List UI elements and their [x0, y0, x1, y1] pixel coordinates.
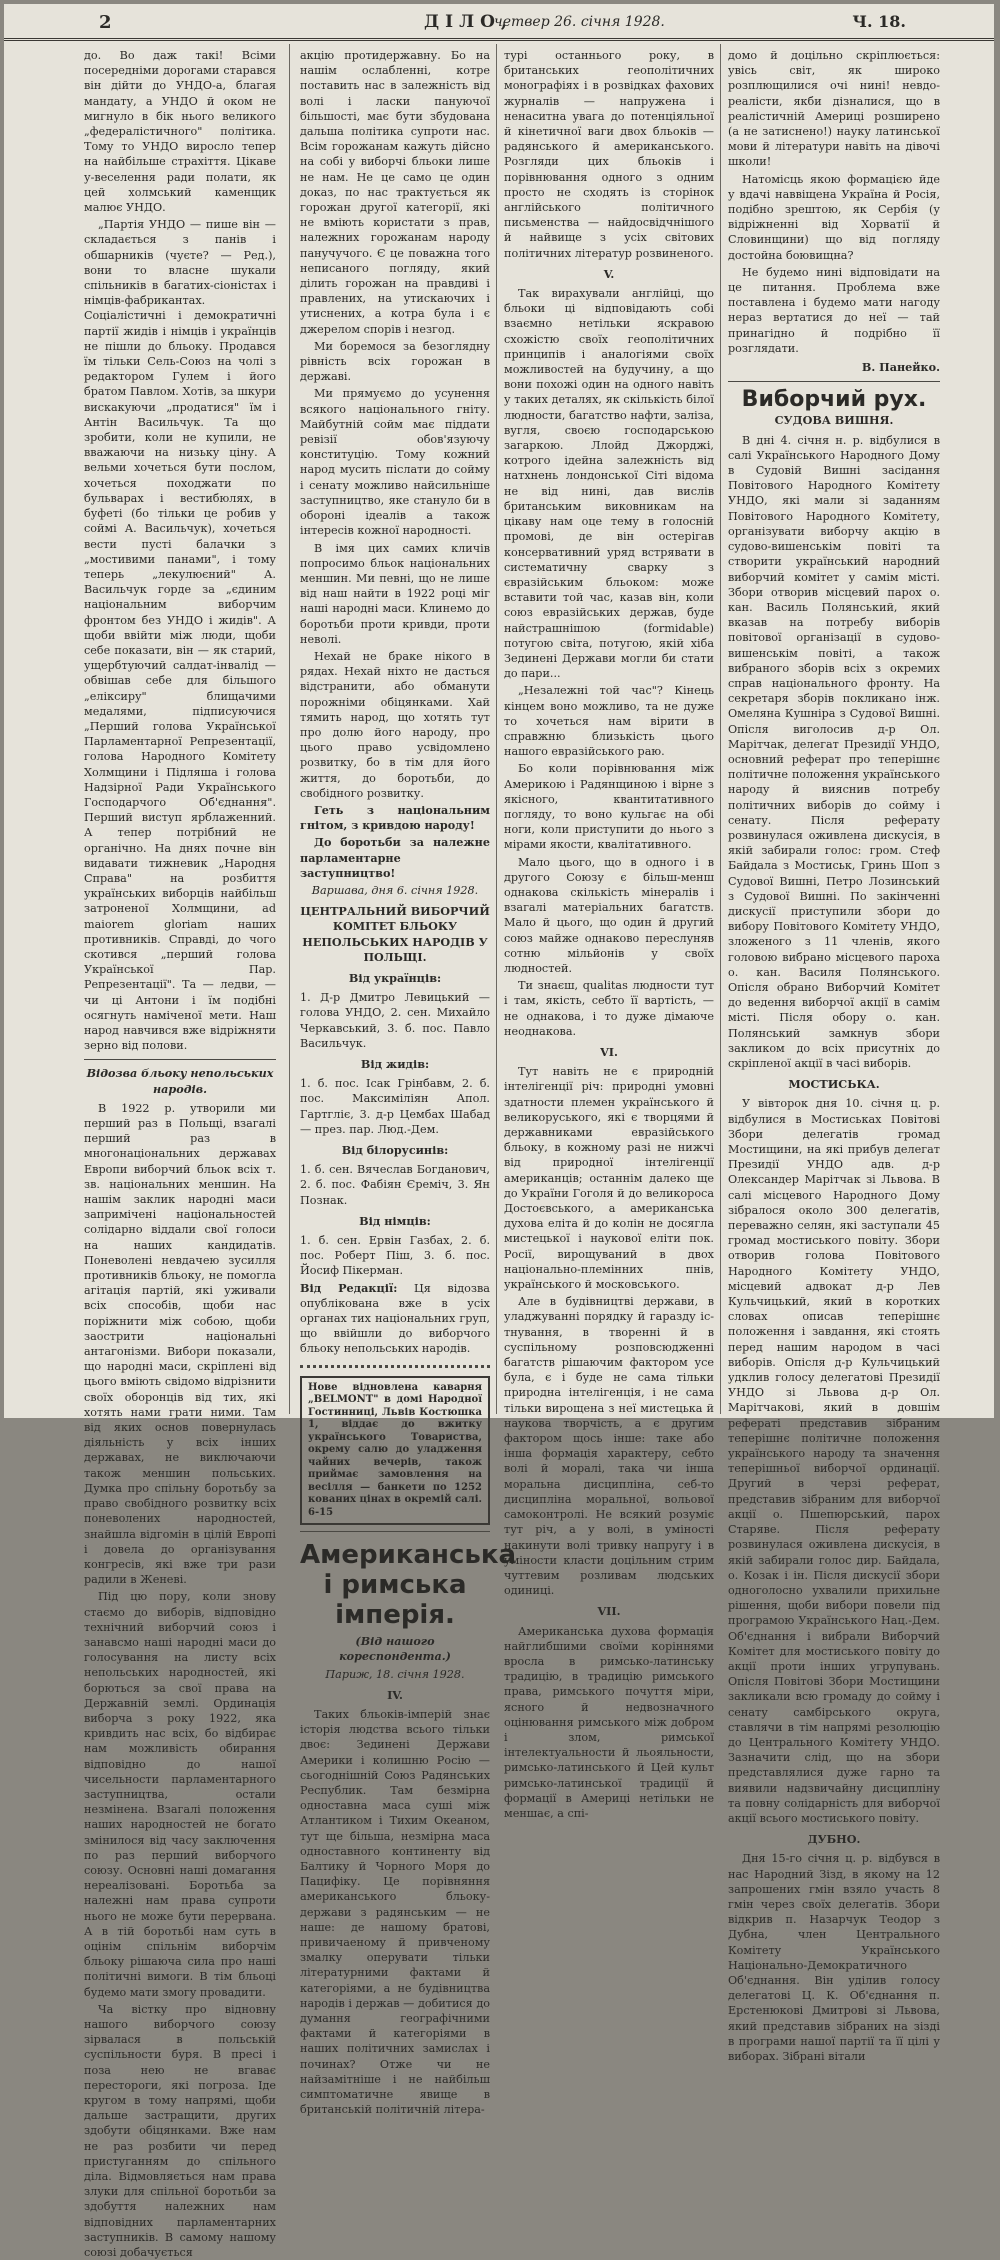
article-paragraph: Ча вістку про відновну нашого виборчого союзу зірвалася в польській суспільности буря. В пресі і поза нею не вгаває перестороги, які погроза. Іде кругом в тому напрямі, щоби дальше застращити, других здобути обіцянками. Вже нам не раз розбити чи перед пристуганням до спільного діла. Відмовляється нам права злуки для спільної боротьби за здобуття належних нам відповідних парламентарних заступників. В самому нашому союзі добачується: [84, 2002, 276, 2260]
article-paragraph: Тут навіть не є природній інтелігенції річ: природні умовні здатности племен українського й великоруського, які є творцями й державниками евразійського бльоку, в кожному разі не нижчі від природної інтелігенції американців; останнім далеко ще до України Гоголя й до великороса Достоєвського, а американська духова еліта й до колін не досягла мистецької і наукової еліти пок. Росії, вирощуваний в двох національно-племінних пнів, українського й московського.: [504, 1065, 714, 1292]
committee-name: ЦЕНТРАЛЬНИЙ ВИБОРЧИЙ КОМІТЕТ БЛЬОКУ НЕПОЛЬСЬКИХ НАРОДІВ У ПОЛЬЩІ.: [300, 904, 490, 964]
article-dateline: Париж, 18. січня 1928.: [325, 1667, 465, 1681]
editorial-note-label: Від Редакції:: [300, 1280, 398, 1295]
article-paragraph: Так вирахували англійці, що бльоки ці відповідають собі взаємно нетільки яскравою схожістю своїх геополітичних принципів і аналогіями своїх можливостей на будучину, а що вони похожі один на одного навіть у таких деталях, як скількість білої людности, багатство нафти, заліза, вугля, своєю господарською загаркою. Ллойд Джорджі, котрого ідейна залежність від натхнень лондонської Сіті відома не від нині, дав вислів британським виковникам на цікаву нам оце тему в голосній промові, де він остерігав консервативний уряд встрявати в систематичну сварку з євразійським бльоком: може вставити той час, казав він, коли союз евразійських держав, буде найстрашнішою (formidable) потугою світа, потугою, якій хіба Зединені Держави могли би стати до пари...: [504, 287, 714, 681]
column-divider: [496, 44, 497, 1414]
article-paragraph: В дні 4. січня н. р. відбулися в салі Українського Народного Дому в Судовій Вишні засідання Повітового Народного Комітету УНДО, які мали зі заданням Повітового Народного Комітету, організувати виборчу акцію в судово-вишенськім повіті та створити український народний виборчий комітет у самім місті. Збори отворив місцевий парох о. кан. Василь Полянський, який вказав на потребу виборів повітової організації в судово-вишенськім повіті, а також вибраного зборів всіх з окремих справ національного фронту. На секретаря зборів покликано інж. Омеляна Кушніра з Судової Вишні. Опісля виголосив д-р Ол. Марітчак, делегат Президії УНДО, основний реферат про теперішнє політичне положення українського народу й вияснив потребу політичних виборів до сойму і сенату. Після реферату розвинулася оживлена дискусія, в якій забирали голос: гром. Стеф Байдала з Мостиськ, Гринь Шоп з Судової Вишні, Петро Лозинський з Судової Вишні. По закінченні дискусії приступили збори до вибору Повітового Комітету УНДО, зложеного з 11 членів, якого головою вибрано місцевого пароха о. кан. Василя Полянського. Опісля обрано Виборчий Комітет до ведення виборчої акції в самім місті. Після обору о. кан. Полянський замкнув збори закликом до всіх присутніх до скріпленої акції в часі виборів.: [728, 433, 940, 1070]
section-number: V.: [603, 266, 615, 281]
signatory-list: 1. Д-р Дмитро Левицький — голова УНДО, 2. сен. Михайло Черкавський, 3. б. пос. Павло Васильчук.: [300, 991, 490, 1050]
section-number: VI.: [600, 1045, 618, 1059]
column-divider: [720, 44, 721, 1414]
article-paragraph: Американська духова формація найглибшими своїми коріннями вросла в римсько-латинську традицію, в традицію римського права, римського почуття міри, ясного й недвозначного оцінювання римського між добром і злом, римської інтелектуальности й льояльности, римсько-латинського й Цей культ римсько-латинської традиції й формації в Америці нетільки не меншає, а спі-: [504, 1624, 714, 1820]
article-paragraph: Дня 15-го січня ц. р. відбувся в нас Народний Зізд, в якому на 12 запрошених гмін взяло участь 8 гмін через своїх делегатів. Збори відкрив п. Назарчук Теодор з Дубна, член Центрального Комітету Українського Національно-Демократичного Об'єднання. Він уділив голосу делегатові Ц. К. Об'єднання п. Ерстенюкові Дмитрові зі Львова, який представив зібраних на зізді в програми нашої партії та її цілі у виборах. Зібрані вітали: [728, 1852, 940, 2063]
article-paragraph: акцію протидержавну. Бо на нашім ослабленні, котре поставить нас в залежність від волі і ласки пануючої більшості, має бути збудована дальша політика супроти нас. Всім горожанам кажуть дійсно на собі у виборчі бльоки лише не нам. Не це само це один доказ, по нас трактується як горожан другої категорії, які не вміють користати з прав, належних горожанам народу панучучого. Є це поважна того неписаного погляду, який ділить горожан на правдиві і правлених, на утискаючих і утиснених, а котра була і є джерелом спорів і незгод.: [300, 49, 490, 336]
signatory-group-heading: Від німців:: [359, 1213, 431, 1228]
article-paragraph: Бо коли порівнювання між Америкою і Радянщиною і вірне з якісного, квантитативного погляду, то воно кульгає на обі ноги, коли приступити до нього з мірами якости, квалітативного.: [504, 762, 714, 852]
section-title: Виборчий рух.: [741, 387, 927, 413]
divider: [300, 1365, 490, 1368]
article-paragraph: турі останнього року, в британських геополітичних монографіях і в розвідках фахових журналів — напружена і ненаситна увага до потенціяльної й кінетичної ваги двох бльоків — радянського й американського. Розгляди цих бльоків і порівнювання одного з одним просто не сходять із сторінок англійського політичного письменства — найдосвідчнішого й найвище з усіх світових політичних літератур розвиненого.: [504, 49, 714, 260]
article-paragraph: Таких бльоків-імперій знає історія людства всього тільки двоє: Зединені Держави Америки і колишню Росію — сьогоднішній Союз Радянських Республик. Там безмірна одноставна маса суші між Атлантиком і Тихим Океаном, тут ще більша, незмірна маса одноставного континенту від Балтику й Чорного Моря до Пацифіку. Це порівняння американського бльоку-держави з радянським — не наше: де нашому братові, привичаеному й привченому змалку оперувати тільки літературними фактами й категоріями, а не будівництва народів і держав — добитися до думання географічними фактами й категоріями в наших політичних замислах і починах? Отже чи не найзамітніше і не найбільш симптоматичне явище в британській політичній літера-: [300, 1707, 490, 2117]
divider: [728, 381, 940, 382]
article-paragraph: Ми боремося за безоглядну рівність всіх горожан в державі.: [300, 339, 490, 384]
newspaper-page: [4, 4, 994, 2260]
article-title: Американська і римська імперія.: [300, 1540, 517, 1631]
article-paragraph: Мало цього, що в одного і в другого Союзу є більш-менш однакова скількість мінералів і взагалі матеріальних багатств. Мало й цього, що один й другий союз майже однаково переслуняв сотню мільйонів у своїх людностей.: [504, 855, 714, 975]
editorial-note: Ця відозва опублікована вже в усіх органах тих національних груп, що ввійшли до виборчого бльоку непольських народів.: [300, 1281, 490, 1356]
article-paragraph: до. Во даж такі! Всіми посередніми дорогами старався він дійти до УНДО-а, благая мандату, а УНДО й оком не мигнуло в бік нього великого „федералістичного" політика. Тому то УНДО виросло тепер на найбільше страхіття. Цікаве у-веселення ради полати, як цей холмський каменщик малює УНДО.: [84, 49, 276, 215]
divider: [84, 1059, 276, 1060]
column-divider: [289, 44, 290, 1414]
column-1: [84, 48, 276, 2260]
issue-number: Ч. 18.: [852, 12, 906, 31]
section-number: VII.: [597, 1604, 621, 1619]
page-header: [4, 4, 994, 41]
article-paragraph: Не будемо нині відповідати на це питання. Проблема вже поставлена і будемо мати нагоду нераз вертатися до неї — тай принагідно й подрібно її розглядати.: [728, 265, 940, 355]
signatory-group-heading: Від білорусинів:: [341, 1143, 449, 1158]
article-paragraph: Під цю пору, коли знову стаємо до виборів, відповідно технічний виборчий союз і занавсмо наші народні маси до голосування на листу всіх непольських народностей, які борються за свої права на Державній землі. Ординація виборча з року 1922, яка кривдить нас всіх, бо відбирає нам можливість обирання відповідно до нашої чисельности парламентарного заступництва, остали незмінена. Взагалі положення наших народностей не богато змінилося від часу заключення по раз перший виборчого союзу. Основні наші домагання нереалізовані. Боротьба за належні нам права супроти нього не може бути перервана. А в тій боротьбі нам суть в оцінім спільнім виборчім бльоку рішаюча сила про наші політичні вимоги. В тім бльоці будемо мати змогу провадити.: [84, 1590, 276, 1999]
article-paragraph: домо й доцільно скріплюється: увісь світ, як широко розплющилися очі нині! невдо-реалісти, якби дізналися, що в реалістичній Америці розширено (а не затиснено!) науку латинської мови й літератури навіть на дівочі школи!: [728, 49, 940, 169]
signatory-group-heading: Від жидів:: [360, 1057, 430, 1071]
article-paragraph: В імя цих самих кличів попросимо бльок національних меншин. Ми певні, що не лише від наш найти в 1922 році міг наші народні маси. Клинемо до боротьби проти кривди, проти неволі.: [300, 541, 490, 646]
signatory-list: 1. б. пос. Ісак Грінбавм, 2. б. пос. Максиміліян Апол. Гартгліє, 3. д-р Цембах Шабад — през. пар. Люд.-Дем.: [300, 1077, 490, 1136]
article-subtitle: (Від нашого кореспондента.): [339, 1634, 451, 1664]
signatory-list: 1. б. сен. Вячеслав Богданович, 2. б. пос. Фабіян Єреміч, 3. Ян Познак.: [300, 1163, 490, 1207]
page-number: 2: [99, 12, 112, 33]
slogan: До боротьби за належне парламентарне заступництво!: [300, 835, 490, 880]
report-heading: ДУБНО.: [807, 1832, 861, 1847]
column-4: [728, 48, 940, 2063]
signatory-list: 1. б. сен. Ервін Газбах, 2. б. пос. Роберт Піш, 3. б. пос. Йосиф Пікерман.: [300, 1234, 490, 1278]
column-2: [300, 48, 517, 2117]
section-number: IV.: [387, 1687, 403, 1702]
author-signature: В. Панейко.: [861, 360, 940, 375]
signatory-group-heading: Від українців:: [348, 970, 442, 985]
dateline: Варшава, дня 6. січня 1928.: [311, 883, 479, 897]
report-heading: МОСТИСЬКА.: [788, 1077, 880, 1092]
article-paragraph: Ти знаєш, qualitas людности тут і там, якість, себто її вартість, — не однакова, і то дуже дімаюче неоднакова.: [504, 979, 714, 1038]
article-paragraph: Натомісць якою формацією йде у вдачі наввіщена Україна й Росія, подібно зрештою, як Сербія (у відріжненні від Хорватії й Словинщини) що від погляду достойна боювищна?: [728, 172, 940, 262]
article-paragraph: Ми прямуємо до усунення всякого національного гніту. Майбутній сойм має піддати ревізії обов'язуючу конституцію. Тому кожний народ мусить післати до сойму і сенату можливо найсильніше заступництво, яке стануло би в обороні ідеалів а також інтересів кожної народності.: [300, 387, 490, 538]
issue-date: четвер 26. січня 1928.: [494, 14, 665, 30]
column-3: [504, 48, 714, 1820]
slogan: Геть з національним гнітом, з кривдою народу!: [300, 802, 490, 833]
article-paragraph: В 1922 р. утворили ми перший раз в Польщі, взагалі перший раз в многонаціональних державах Европи виборчий бльок всіх т. зв. національних меншин. На нашім заклик народні маси запримічені національностей солідарно віддали свої голоси на наших кандидатів. Поневолені невдачею зусилля противників бльоку, не помогла агітація партій, які уживали всіх способів, щоби нас поріжнити між собою, щоби заострити національні антагонізми. Вибори показали, що народні маси, скріплені від цього вміють свідомо відрізнити своїх оборонців від тих, які хотять нами грати ними. Там від яких основ повернулась діяльність у всіх інших державах, не виключаючи також меншин польських. Думка про спільну боротьбу за право свобідного розвитку всіх поневолених народностей, знайшла відгомін в цілій Европі і довела до організування конгресів, які вже три рази радили в Женеві.: [84, 1101, 276, 1587]
article-paragraph: У вівторок дня 10. січня ц. р. відбулися в Мостиськах Повітові Збори делегатів громад Мостищини, на які прибув делегат Президії УНДО адв. д-р Олександер Марітчак зі Львова. В салі місцевого Народного Дому зібралося около 300 делегатів, переважно селян, які заступали 45 громад мостиського повіту. Збори отворив голова Повітового Народного Комітету УНДО, місцевий адвокат д-р Лев Кульчицький, який в коротких словах описав теперішнє положення і завдання, які стоять перед нашим народом в часі виборів. Опісля д-р Кульчицький удклив голосу делегатові Президії УНДО зі Львова д-р Ол. Марітчакові, який в довшім рефераті представив зібраним теперішнє політичне положення українського народу та значення теперішньої виборчої ординації. Другий в черзі реферат, представив зібраним для виборчої акції о. Пшепюрський, парох Старяве. Після реферату розвинулася оживлена дискусія, в якій забирали голос дир. Байдала, о. Козак і ін. Після дискусії збори одноголосно ухвалили прихильне рішення, щоби вибори повели під програмою Українського Нац.-Дем. Об'єднання і вибрали Виборчий Комітет для мостиського повіту до акції проти інших угрупувань. Опісля Повітові Збори Мостищини закликали всю громаду до сойму і сенату самбірського округа, ставлячи в тім напрямі резолюцію до Центрального Комітету УНДО. Зазначити слід, що на збори представлялися дуже гарно та виявили надзвичайну дисципліну та повну солідарність для виборчої акції всього мостиського повіту.: [728, 1097, 940, 1825]
article-paragraph: Але в будівництві держави, в уладжуванні порядку й гаразду істнування, в творенні й в суспільному розповсюдженні багатств рішаючим фактором усе була, є і буде не сама тільки природна інтелігенція, і не сама тільки вирощена з неї мистецька й наукова творчість, а є другим фактором щось інше: таке або інша формація характеру, себто волі й моралі, така чи інша моральна дисципліна, себ-то дисципліна моральної, вольової самоконтролі. Не всякий розуміє тут річ, а у волі, в уміності накинути волі тривку напругу і в уміности класти доцільним стрим чуттевим розливам людських одиниці.: [504, 1295, 714, 1598]
article-paragraph: Нехай не браке нікого в рядах. Нехай ніхто не дасться відстранити, або обманути порожніми обіцянками. Хай тямить народ, що хотять тут про долю його народу, про цього право усвідомлено розвитку, бо в тім для його життя, до боротьби, до свобідного розвитку.: [300, 649, 490, 800]
report-heading: СУДОВА ВИШНЯ.: [774, 413, 894, 428]
article-paragraph: „Партія УНДО — пише він — складається з панів і обшарників (чуєте? — Ред.), вони то власне шукали спільників в багатих-сіоністах і німців-фабрикантах. Соціалістичні і демократичні партії жидів і німців і українців не пішли до бльоку. Продався їм тільки Сель-Союз на чолі з редактором Гулем і його братом Павлом. Хотів, за шкури вискакуючи „продатися" їм і Антін Васильчук. Та що зробити, коли не купили, не вважаючи на низьку ціну. А вельми хочеться бути послом, хочеться походжати по бульварах і вестибюлях, в буфеті (бо тільки це робив у соймі А. Васильчук), хочеться вести пусті балачки з „мостивими панами", і тому теперь „лекулюєний" А. Васильчук горде за „єдиним національним виборчим фронтом без УНДО і жидів". А щоби ввійти між люди, щоби себе показати, він — як старий, ущербтуючий салдат-інвалід — обвішав себе для більшого „еліксиру" блищачими медалями, підписуючися „Перший голова Української Парламентарної Репрезентації, голова Народного Комітету Холмщини і Підляша і голова Надзірної Ради Українського Господарчого Об'єднання". Перший виступ ярблаженний. А тепер потрібний не органічно. На днях почне він видавати тижневик „Народня Справа" на розбиття українських виборців найбільш затроненої Холмщини, ad maiorem gloriam наших противників. Справді, до чого скотився „перший голова Української Пар. Репрезентації". Та — ледви, — чи ці Антони і їм подібні осягнуть наміченої мети. Наш народ навчився вже відріжняти зерно від полови.: [84, 218, 276, 1053]
advertisement-belmont: Нове відновлена каварня „BELMONT" в домі Народної Гостинниці, Львів Костюшка 1, віддає до вжитку українського Товариства, окрему салю до уладження чайних вечерів, також приймає замовлення на весілля — банкети по 1252 кованих цінах в окремій салі. 6-15: [300, 1376, 490, 1526]
article-paragraph: „Незалежні той час"? Кінець кінцем воно можливо, та не дуже то хочеться нам вірити в справжню близькість цього нашого евразійського раю.: [504, 684, 714, 759]
divider: [300, 1531, 490, 1532]
article-heading: Відозва бльоку непольських народів.: [86, 1066, 274, 1096]
newspaper-title: ДІЛО,: [424, 12, 513, 32]
